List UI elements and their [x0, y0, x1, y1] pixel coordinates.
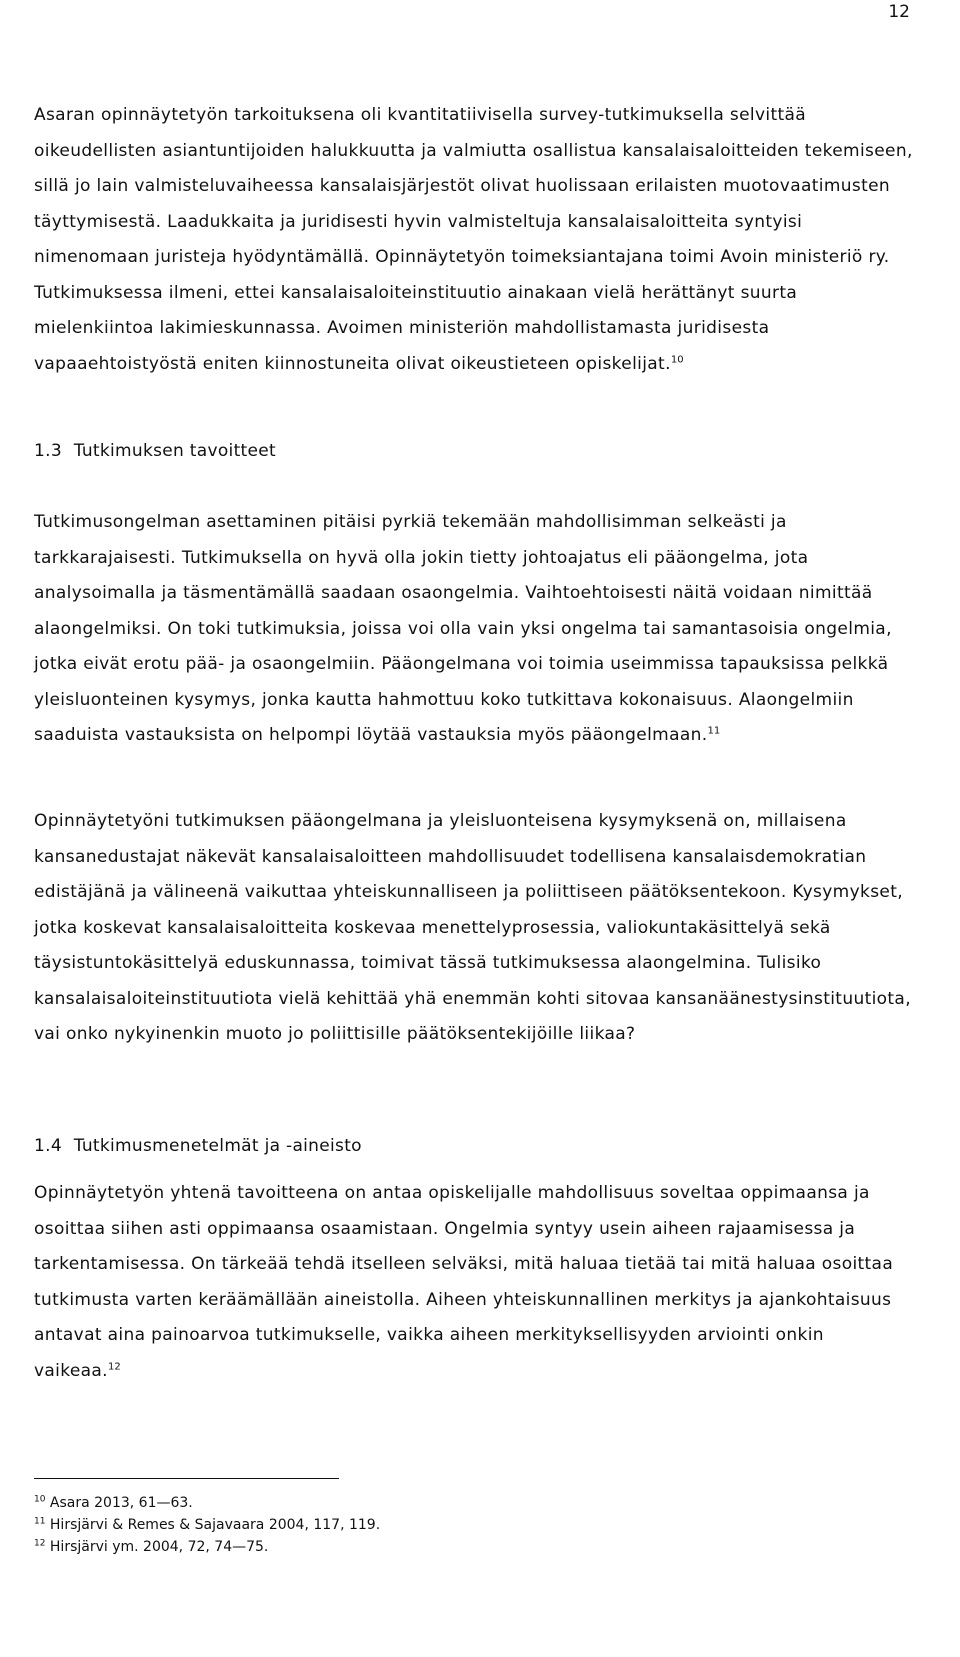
- footnote-number: 10: [34, 1494, 46, 1505]
- footnote-number: 12: [34, 1538, 46, 1549]
- paragraph-research-problem: [34, 505, 914, 754]
- paragraph-text: Opinnäytetyöni tutkimuksen pääongelmana ja yleisluonteisena kysymyksenä on, millaisena kansanedustajat näkevät kansalaisaloitteen mahdollisuudet todellisena kansalaisdemokratian edistäjänä ja välineenä vaikuttaa yhteiskunnalliseen ja poliittiseen päätöksentekoon. Kysymykset, jotka koskevat kansalaisaloitteita koskevaa menettelyprosessia, valiokuntakäsittelyä sekä täysistuntokäsittelyä eduskunnassa, toimivat tässä tutkimuksessa alaongelmina. Tulisiko kansalaisaloiteinstituutiota vielä kehittää yhä enemmän kohti sitovaa kansanäänestysinstituutiota, vai onko nykyinenkin muoto jo poliittisille päätöksentekijöille liikaa?: [34, 811, 911, 1044]
- paragraph-text: Opinnäytetyön yhtenä tavoitteena on antaa opiskelijalle mahdollisuus soveltaa oppimaansa ja osoittaa siihen asti oppimaansa osaamistaan. Ongelmia syntyy usein aiheen rajaamisessa ja tarkentamisessa. On tärkeää tehdä itselleen selväksi, mitä haluaa tietää tai mitä haluaa osoittaa tutkimusta varten keräämällään aineistolla. Aiheen yhteiskunnallinen merkitys ja ajankohtaisuus antavat aina painoarvoa tutkimukselle, vaikka aiheen merkityksellisyyden arviointi onkin vaikeaa.: [34, 1183, 894, 1381]
- section-number: 1.3: [34, 441, 62, 461]
- footnote-item: [34, 1492, 380, 1514]
- footnote-item: [34, 1536, 380, 1558]
- section-heading-1-4: [34, 1136, 362, 1156]
- section-heading-1-3: [34, 441, 276, 461]
- footnotes-list: [34, 1492, 380, 1558]
- footnote-text: Asara 2013, 61—63.: [49, 1495, 193, 1511]
- footnote-ref: 12: [107, 1360, 121, 1372]
- paragraph-intro: [34, 98, 914, 382]
- footnote-text: Hirsjärvi & Remes & Sajavaara 2004, 117, 119.: [49, 1517, 381, 1533]
- paragraph-main-question: [34, 804, 914, 1053]
- paragraph-text: Asaran opinnäytetyön tarkoituksena oli kvantitatiivisella survey-tutkimuksella selvittää oikeudellisten asiantuntijoiden halukkuutta ja valmiutta osallistua kansalaisaloitteiden tekemiseen, sillä jo lain valmisteluvaiheessa kansalaisjärjestöt olivat huolissaan erilaisten muotovaatimusten täyttymisestä. Laadukkaita ja juridisesti hyvin valmisteltuja kansalaisaloitteita syntyisi nimenomaan juristeja hyödyntämällä. Opinnäytetyön toimeksiantajana toimi Avoin ministeriö ry. Tutkimuksessa ilmeni, ettei kansalaisaloiteinstituutio ainakaan vielä herättänyt suurta mielenkiintoa lakimieskunnassa. Avoimen ministeriön mahdollistamasta juridisesta vapaaehtoistyöstä eniten kiinnostuneita olivat oikeustieteen opiskelijat.: [34, 105, 913, 374]
- footnote-divider: [34, 1478, 339, 1479]
- footnote-text: Hirsjärvi ym. 2004, 72, 74—75.: [49, 1539, 269, 1555]
- footnote-number: 11: [34, 1516, 46, 1527]
- footnote-ref: 11: [707, 725, 721, 737]
- section-title: Tutkimusmenetelmät ja -aineisto: [73, 1136, 362, 1156]
- footnote-item: [34, 1514, 380, 1536]
- page-number: 12: [888, 2, 910, 22]
- section-title: Tutkimuksen tavoitteet: [73, 441, 276, 461]
- paragraph-methods: [34, 1176, 914, 1389]
- section-number: 1.4: [34, 1136, 62, 1156]
- paragraph-text: Tutkimusongelman asettaminen pitäisi pyrkiä tekemään mahdollisimman selkeästi ja tarkkarajaisesti. Tutkimuksella on hyvä olla jokin tietty johtoajatus eli pääongelma, jota analysoimalla ja täsmentämällä saadaan osaongelmia. Vaihtoehtoisesti näitä voidaan nimittää alaongelmiksi. On toki tutkimuksia, joissa voi olla vain yksi ongelma tai samantasoisia ongelmia, jotka eivät erotu pää- ja osaongelmiin. Pääongelmana voi toimia useimmissa tapauksissa pelkkä yleisluonteinen kysymys, jonka kautta hahmottuu koko tutkittava kokonaisuus. Alaongelmiin saaduista vastauksista on helpompi löytää vastauksia myös pääongelmaan.: [34, 512, 892, 745]
- footnote-ref: 10: [670, 353, 684, 365]
